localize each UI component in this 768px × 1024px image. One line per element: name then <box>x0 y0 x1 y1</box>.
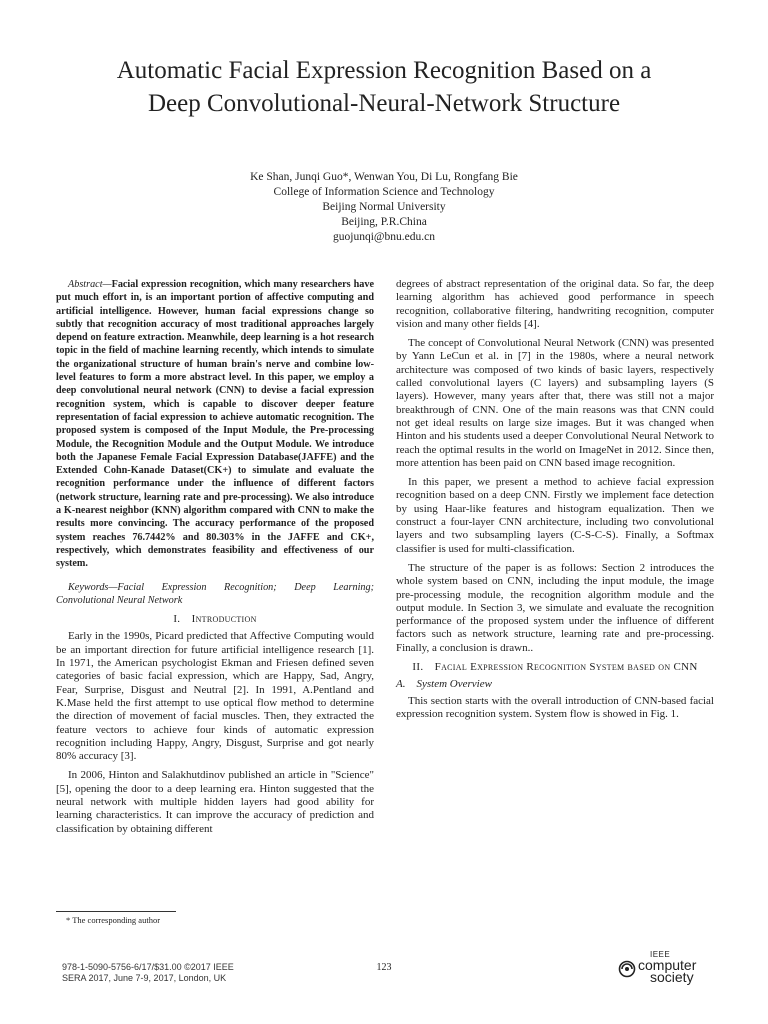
footer-isbn: 978-1-5090-5756-6/17/$31.00 ©2017 IEEE <box>62 962 234 972</box>
footnote-divider <box>56 911 176 912</box>
section-heading-system: II. Facial Expression Recognition System based on CNN <box>412 661 698 674</box>
body-paragraph-1: degrees of abstract representation of the original data. So far, the deep learning algorithm has achieved good performance in speech recognition, collaborative filtering, handwriting recognition, computer vision and many other fields [4]. <box>396 278 714 330</box>
keywords: Keywords—Facial Expression Recognition; Deep Learning; Convolutional Neural Network <box>56 581 374 606</box>
overview-paragraph-1: This section starts with the overall introduction of CNN-based facial expression recognition system. System flow is showed in Fig. 1. <box>396 694 714 720</box>
author-email: guojunqi@bnu.edu.cn <box>333 231 435 243</box>
body-paragraph-3: In this paper, we present a method to achieve facial expression recognition based on a deep CNN. Firstly we implement face detection by using Haar-like features and histogram equalization. Then we construct a four-layer CNN architecture, including two convolutional layers and two subsampling layers (C-S-C-S). Finally, a Softmax classifier is used for multi-classification. <box>396 476 714 555</box>
author-city: Beijing, P.R.China <box>341 216 427 228</box>
section-heading-introduction: I. Introduction <box>173 613 257 626</box>
intro-paragraph-2: In 2006, Hinton and Salakhutdinov published an article in "Science" [5], opening the door to a deep learning era. Hinton suggested that the neural network with multiple hidden layers had good ability for learning characteristics. It can improve the accuracy of prediction and classification by obtaining different <box>56 769 374 835</box>
left-column <box>56 278 374 842</box>
abstract <box>56 278 374 571</box>
ieee-computer-society-logo <box>618 950 718 990</box>
paper-title-line-2: Deep Convolutional-Neural-Network Structure <box>147 90 621 117</box>
footer-conference: SERA 2017, June 7-9, 2017, London, UK <box>62 973 227 983</box>
paper-title-line-1: Automatic Facial Expression Recognition Based on a <box>116 57 652 84</box>
footer-copyright <box>62 962 234 984</box>
abstract-label: Abstract— <box>68 279 112 290</box>
logo-computer-text: computer <box>638 957 697 973</box>
body-paragraph-2: The concept of Convolutional Neural Network (CNN) was presented by Yann LeCun et al. in [7] in the 1980s, where a neural network architecture was composed of two kinds of basic layers, respectively called convolutional layers (C layers) and subsampling layers (S layers). However, many years after that, there was still not a major breakthrough of CNN. One of the main reasons was that CNN could not get ideal results on large size images. But it was changed when Hinton and his students used a deeper Convolutional Neural Network to reach the optimal results in the world on ImageNet in 2012. Since then, more attention has been paid on CNN based image recognition. <box>396 337 714 469</box>
paper-title <box>40 54 728 120</box>
page-number: 123 <box>376 962 392 973</box>
logo-ieee-text: IEEE <box>650 950 671 959</box>
right-column <box>396 278 714 727</box>
computer-society-swirl-icon <box>618 960 636 978</box>
author-affiliation: College of Information Science and Technology <box>273 186 495 198</box>
abstract-text: Facial expression recognition, which many researchers have put much effort in, is an important portion of affective computing and artificial intelligence. However, human facial expressions change so subtly that recognition accuracy of most traditional approaches largely depend on feature extraction. Meanwhile, deep learning is a hot research topic in the field of machine learning recently, which intends to simulate the organizational structure of human brain's nerve and combine low-level features to form a more abstract level. In this paper, we employ a deep convolutional neural network (CNN) to devise a facial expression recognition system, which is capable to discover deeper feature representation of facial expression to achieve automatic recognition. The proposed system is composed of the Input Module, the Pre-processing Module, the Recognition Module and the Output Module. We introduce both the Japanese Female Facial Expression Database(JAFFE) and the Extended Cohn-Kanade Dataset(CK+) to simulate and evaluate the recognition performance under the influence of different factors (network structure, learning rate and pre-processing). We also introduce a K-nearest neighbor (KNN) algorithm compared with CNN to make the results more convincing. The accuracy performance of the proposed system reaches 76.7442% and 80.303% in the JAFFE and CK+, respectively, which demonstrates feasibility and effectiveness of our system. <box>56 279 374 570</box>
footnote: * The corresponding author <box>66 915 161 925</box>
subsection-heading-overview: A. System Overview <box>396 678 492 691</box>
logo-society-text: society <box>650 969 694 985</box>
author-university: Beijing Normal University <box>322 201 446 213</box>
author-names: Ke Shan, Junqi Guo*, Wenwan You, Di Lu, Rongfang Bie <box>250 171 518 183</box>
body-paragraph-4: The structure of the paper is as follows: Section 2 introduces the whole system based on CNN, including the input module, the image pre-processing module, the recognition algorithm module and the output module. In Section 3, we simulate and evaluate the recognition performance of the proposed system under the influence of different factors such as network structure, learning rate and pre-processing. Finally, a conclusion is drawn.. <box>396 561 714 654</box>
author-block <box>120 170 648 245</box>
intro-paragraph-1: Early in the 1990s, Picard predicted that Affective Computing would be an important direction for future artificial intelligence research [1]. In 1971, the American psychologist Ekman and Friesen defined seven categories of basic facial expression, which are Happy, Sad, Angry, Fear, Surprise, Disgust and Neutral [2]. In 1991, A.Pentland and K.Mase held the first attempt to use optical flow method to determine the direction of movement of facial muscles. Then, they extracted the feature vectors to achieve four kinds of automatic expression recognition including Happy, Angry, Disgust, Surprise and got nearly 80% accuracy [3]. <box>56 630 374 763</box>
